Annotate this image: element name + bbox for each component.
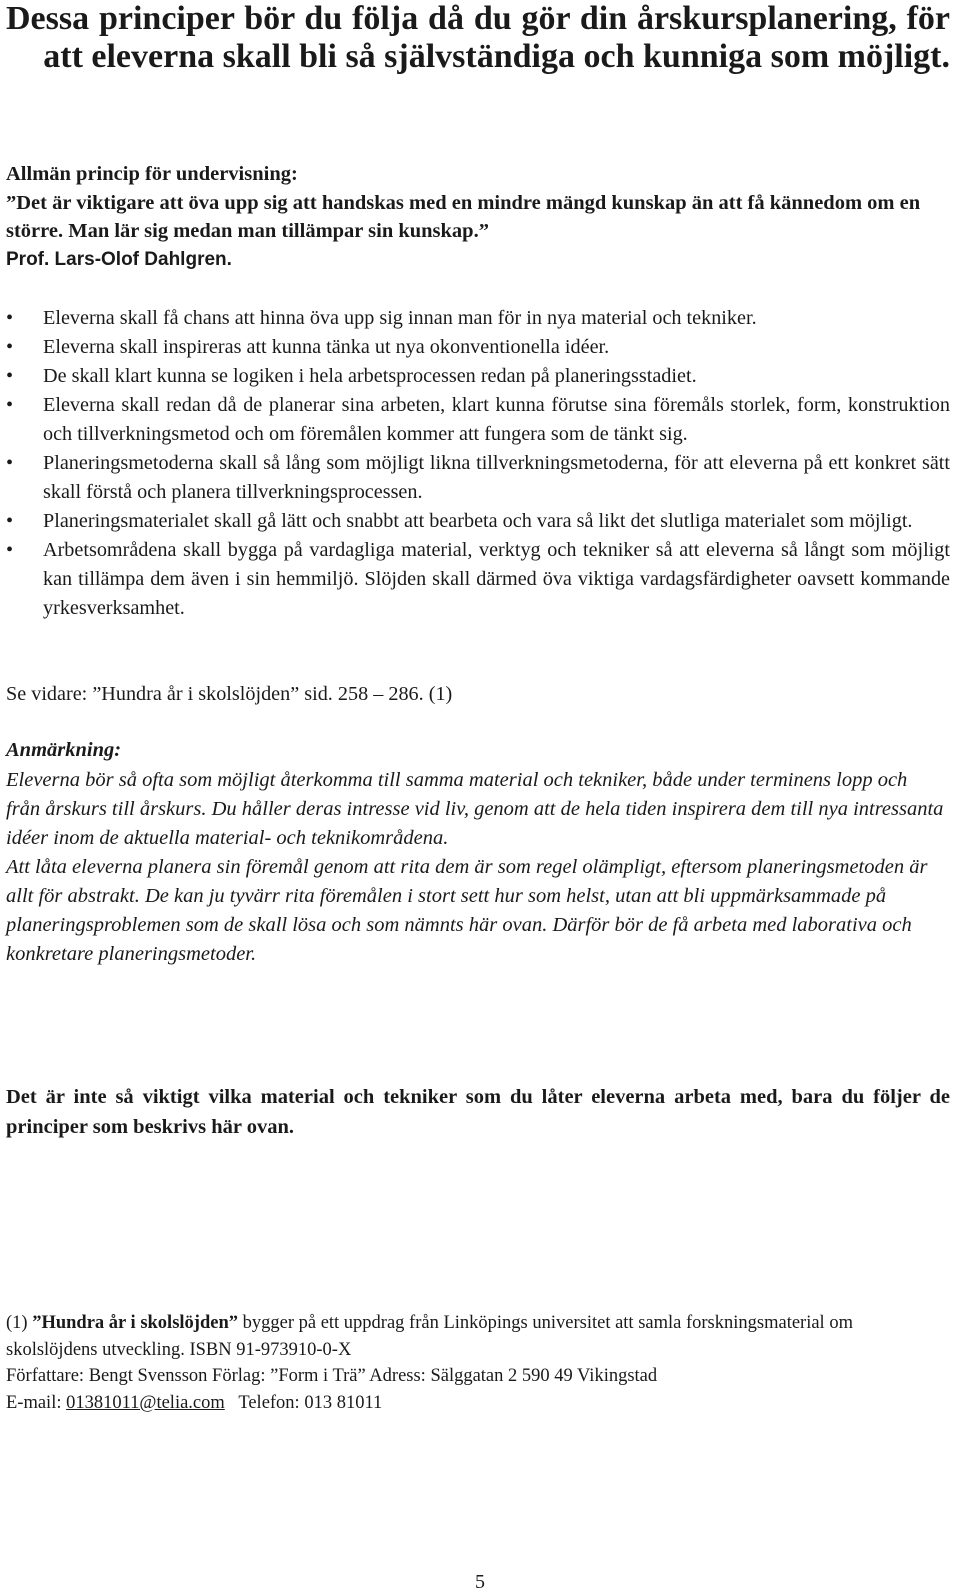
- bullet-icon: •: [6, 307, 14, 329]
- teaching-principle: [6, 160, 950, 274]
- list-item: [6, 449, 950, 507]
- bullet-icon: •: [6, 539, 14, 561]
- footnote-description: bygger på ett uppdrag från Linköpings universitet att samla forskningsmaterial om skolslöjdens utveckling. ISBN 91-973910-0-X: [6, 1313, 853, 1360]
- list-item: [6, 536, 950, 623]
- bullet-icon: •: [6, 336, 14, 358]
- list-item: [6, 507, 950, 536]
- phone-number: Telefon: 013 81011: [238, 1392, 383, 1413]
- remark-title: Anmärkning:: [6, 739, 122, 761]
- footnote-description-line: [6, 1310, 946, 1363]
- conclusion: Det är inte så viktigt vilka material och tekniker som du låter eleverna arbeta med, bara du följer de principer som beskrivs här ovan.: [6, 1086, 950, 1138]
- list-item-text: Eleverna skall inspireras att kunna tänka ut nya okonventionella idéer.: [43, 336, 610, 358]
- contact-line: [6, 1390, 946, 1417]
- bullet-icon: •: [6, 452, 14, 474]
- list-item-text: De skall klart kunna se logiken i hela arbetsprocessen redan på planeringsstadiet.: [43, 365, 697, 387]
- principle-title: Allmän princip för undervisning:: [6, 163, 298, 185]
- page-number: 5: [475, 1571, 485, 1593]
- email-label: E-mail:: [6, 1392, 62, 1413]
- principle-author: Prof. Lars-Olof Dahlgren.: [6, 248, 232, 270]
- list-item-text: Planeringsmetoderna skall så lång som möjligt likna tillverkningsmetoderna, för att eleverna på ett konkret sätt skall förstå och planera tillverkningsprocessen.: [43, 452, 950, 503]
- bullet-icon: •: [6, 365, 14, 387]
- principle-quote: ”Det är viktigare att öva upp sig att handskas med en mindre mängd kunskap än att få kännedom om en större. Man lär sig medan man tillämpar sin kunskap.”: [6, 191, 921, 242]
- remark-body: [6, 766, 946, 969]
- list-item-text: Planeringsmaterialet skall gå lätt och snabbt att bearbeta och vara så likt det slutliga materialet som möjligt.: [43, 510, 913, 532]
- email-link[interactable]: 01381011@telia.com: [66, 1392, 225, 1413]
- remark-paragraph: Att låta eleverna planera sin föremål genom att rita dem är som regel olämpligt, eftersom planeringsmetoden är allt för abstrakt. De kan ju tyvärr rita föremålen i stort sett hur som helst, utan att bli uppmärksammade på planeringsproblemen som de skall lösa och som nämnts här ovan. Därför bör de få arbeta med laborativa och konkretare planeringsmetoder.: [6, 856, 928, 965]
- list-item-text: Eleverna skall redan då de planerar sina arbeten, klart kunna förutse sina föremåls storlek, form, konstruktion och tillverkningsmetod och om föremålen kommer att fungera som de tänkt sig.: [43, 394, 950, 445]
- list-item-text: Eleverna skall få chans att hinna öva upp sig innan man för in nya material och tekniker.: [43, 307, 757, 329]
- publisher-line: Författare: Bengt Svensson Förlag: ”Form i Trä” Adress: Sälggatan 2 590 49 Vikingstad: [6, 1366, 658, 1386]
- page-heading: Dessa principer bör du följa då du gör din årskursplanering, för att eleverna skall bli så självständiga och kunniga som möjligt.: [6, 0, 950, 75]
- list-item-text: Arbetsområdena skall bygga på vardagliga material, verktyg och tekniker så att eleverna så långt som möjligt kan tillämpa dem även i sin hemmiljö. Slöjden skall därmed öva viktiga vardagsfärdigheter oavsett kommande yrkesverksamhet.: [43, 539, 950, 619]
- footnote-marker: (1): [6, 1313, 28, 1333]
- list-item: [6, 391, 950, 449]
- remark-paragraph: Eleverna bör så ofta som möjligt återkomma till samma material och tekniker, både under terminens lopp och från årskurs till årskurs. Du håller deras intresse vid liv, genom att de hela tiden inspirera dem till nya intressanta idéer inom de aktuella material- och teknikområdena.: [6, 769, 944, 849]
- list-item: [6, 304, 950, 333]
- footnote: [6, 1310, 946, 1416]
- bullet-icon: •: [6, 394, 14, 416]
- list-item: [6, 333, 950, 362]
- see-also-reference: Se vidare: ”Hundra år i skolslöjden” sid. 258 – 286. (1): [6, 683, 453, 705]
- list-item: [6, 362, 950, 391]
- book-title: ”Hundra år i skolslöjden”: [32, 1313, 238, 1333]
- principles-list: [6, 304, 950, 623]
- bullet-icon: •: [6, 510, 14, 532]
